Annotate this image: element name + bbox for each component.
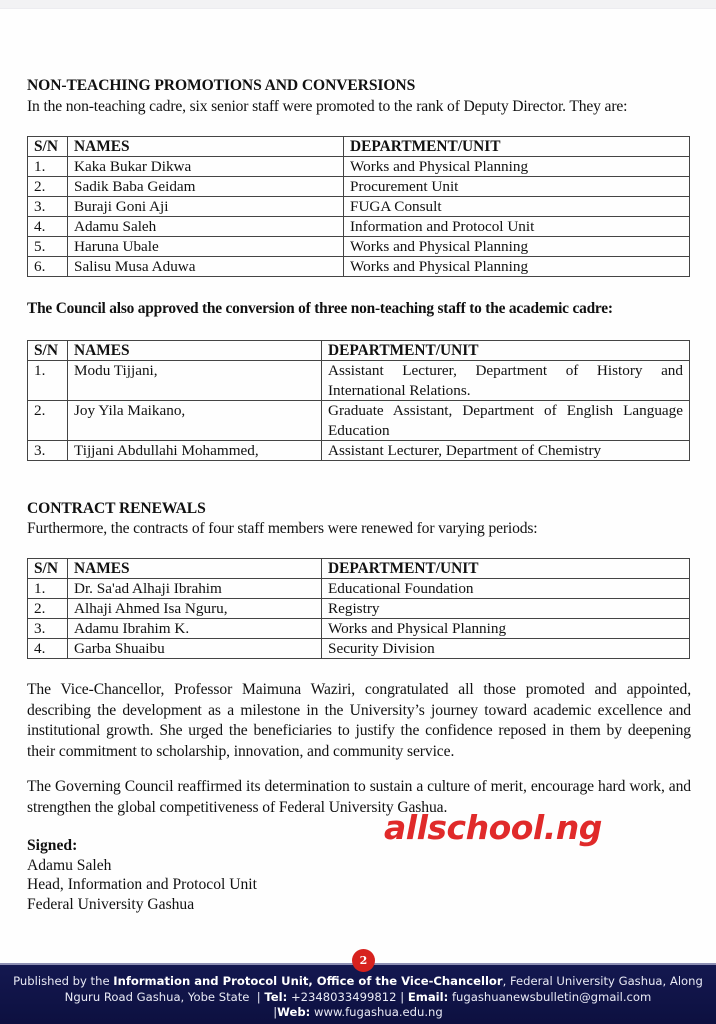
row-department: Graduate Assistant, Department of English Language Education	[322, 401, 690, 441]
signatory-title: Head, Information and Protocol Unit	[27, 876, 257, 893]
page-number-badge: 2	[352, 949, 375, 972]
row-sn: 2.	[28, 401, 68, 441]
table-row	[28, 401, 690, 441]
table-row	[28, 639, 690, 659]
table-row	[28, 217, 690, 237]
row-sn: 5.	[28, 237, 68, 257]
footer-line-1	[0, 974, 716, 990]
column-header-sn: S/N	[28, 341, 68, 361]
footer-tel: +2348033499812	[290, 989, 397, 1004]
renewals-intro: Furthermore, the contracts of four staff members were renewed for varying periods:	[27, 520, 538, 537]
table-row	[28, 599, 690, 619]
row-department: Security Division	[322, 639, 690, 659]
table-row	[28, 157, 690, 177]
footer-published-prefix: Published by the	[13, 974, 114, 988]
row-department: FUGA Consult	[344, 197, 690, 217]
footer-email-label: Email:	[407, 989, 449, 1004]
table-row	[28, 579, 690, 599]
row-sn: 3.	[28, 619, 68, 639]
table-header-row	[28, 559, 690, 579]
row-name: Garba Shuaibu	[68, 639, 322, 659]
signature-block	[27, 836, 257, 914]
row-sn: 4.	[28, 217, 68, 237]
row-department: Works and Physical Planning	[344, 257, 690, 277]
renewals-table	[27, 558, 690, 659]
row-department: Educational Foundation	[322, 579, 690, 599]
row-name: Joy Yila Maikano,	[68, 401, 322, 441]
column-header-names: NAMES	[68, 341, 322, 361]
row-name: Tijjani Abdullahi Mohammed,	[68, 441, 322, 461]
table-header-row	[28, 341, 690, 361]
vc-congratulation-paragraph: The Vice-Chancellor, Professor Maimuna Waziri, congratulated all those promoted and appointed, describing the development as a milestone in the University’s journey toward academic excellence and institutional growth. She urged the beneficiaries to justify the confidence reposed in them by deepening their commitment to scholarship, innovation, and community service.	[27, 681, 691, 760]
signatory-name: Adamu Saleh	[27, 856, 112, 874]
footer	[0, 963, 716, 1024]
row-sn: 1.	[28, 361, 68, 401]
row-name: Salisu Musa Aduwa	[68, 257, 344, 277]
column-header-sn: S/N	[28, 137, 68, 157]
table-row	[28, 257, 690, 277]
row-department: Procurement Unit	[344, 177, 690, 197]
row-name: Haruna Ubale	[68, 237, 344, 257]
footer-email[interactable]: fugashuanewsbulletin@gmail.com	[451, 989, 652, 1004]
column-header-department: DEPARTMENT/UNIT	[322, 559, 690, 579]
footer-address: , Federal University Gashua, Along	[502, 974, 703, 988]
row-name: Alhaji Ahmed Isa Nguru,	[68, 599, 322, 619]
row-sn: 4.	[28, 639, 68, 659]
row-sn: 2.	[28, 177, 68, 197]
row-sn: 1.	[28, 157, 68, 177]
table-row	[28, 237, 690, 257]
council-reaffirmation-paragraph: The Governing Council reaffirmed its determination to sustain a culture of merit, encourage hard work, and strengthen the global competitiveness of Federal University Gashua.	[27, 778, 691, 816]
promotions-heading: NON-TEACHING PROMOTIONS AND CONVERSIONS	[27, 77, 416, 94]
footer-line-2: Nguru Road Gashua, Yobe State | Tel: +2348033499812 | Email: fugashuanewsbulletin@gmail.com	[64, 989, 652, 1004]
row-sn: 3.	[28, 441, 68, 461]
row-department: Works and Physical Planning	[322, 619, 690, 639]
row-name: Kaka Bukar Dikwa	[68, 157, 344, 177]
row-department: Works and Physical Planning	[344, 157, 690, 177]
promotions-table	[27, 136, 690, 277]
conversions-table	[27, 340, 690, 461]
row-department: Works and Physical Planning	[344, 237, 690, 257]
footer-web[interactable]: www.fugashua.edu.ng	[314, 1005, 443, 1019]
column-header-names: NAMES	[68, 137, 344, 157]
row-name: Dr. Sa'ad Alhaji Ibrahim	[68, 579, 322, 599]
row-sn: 1.	[28, 579, 68, 599]
renewals-heading: CONTRACT RENEWALS	[27, 500, 206, 517]
footer-address-cont: Nguru Road Gashua, Yobe State |	[64, 989, 265, 1004]
footer-line-3: |Web: www.fugashua.edu.ng	[273, 1005, 443, 1019]
conversions-intro: The Council also approved the conversion of three non-teaching staff to the academic cadre:	[27, 300, 613, 317]
table-row	[28, 177, 690, 197]
row-sn: 6.	[28, 257, 68, 277]
row-department: Assistant Lecturer, Department of History and International Relations.	[322, 361, 690, 401]
watermark-logo: allschool.ng	[384, 808, 602, 847]
column-header-department: DEPARTMENT/UNIT	[322, 341, 690, 361]
table-row	[28, 361, 690, 401]
column-header-sn: S/N	[28, 559, 68, 579]
row-department: Registry	[322, 599, 690, 619]
footer-web-label: Web:	[277, 1005, 311, 1019]
promotions-intro: In the non-teaching cadre, six senior staff were promoted to the rank of Deputy Director. They are:	[27, 98, 628, 115]
signatory-institution: Federal University Gashua	[27, 895, 195, 913]
row-name: Adamu Saleh	[68, 217, 344, 237]
row-name: Modu Tijjani,	[68, 361, 322, 401]
column-header-department: DEPARTMENT/UNIT	[344, 137, 690, 157]
table-row	[28, 197, 690, 217]
row-department: Information and Protocol Unit	[344, 217, 690, 237]
row-sn: 3.	[28, 197, 68, 217]
signed-label: Signed:	[27, 837, 78, 854]
footer-publisher: Information and Protocol Unit, Office of the Vice-Chancellor	[113, 974, 503, 988]
table-row	[28, 619, 690, 639]
row-department: Assistant Lecturer, Department of Chemistry	[322, 441, 690, 461]
table-row	[28, 441, 690, 461]
top-bar	[0, 0, 716, 9]
row-name: Adamu Ibrahim K.	[68, 619, 322, 639]
row-sn: 2.	[28, 599, 68, 619]
row-name: Buraji Goni Aji	[68, 197, 344, 217]
table-header-row	[28, 137, 690, 157]
footer-tel-label: Tel:	[264, 989, 288, 1004]
row-name: Sadik Baba Geidam	[68, 177, 344, 197]
column-header-names: NAMES	[68, 559, 322, 579]
